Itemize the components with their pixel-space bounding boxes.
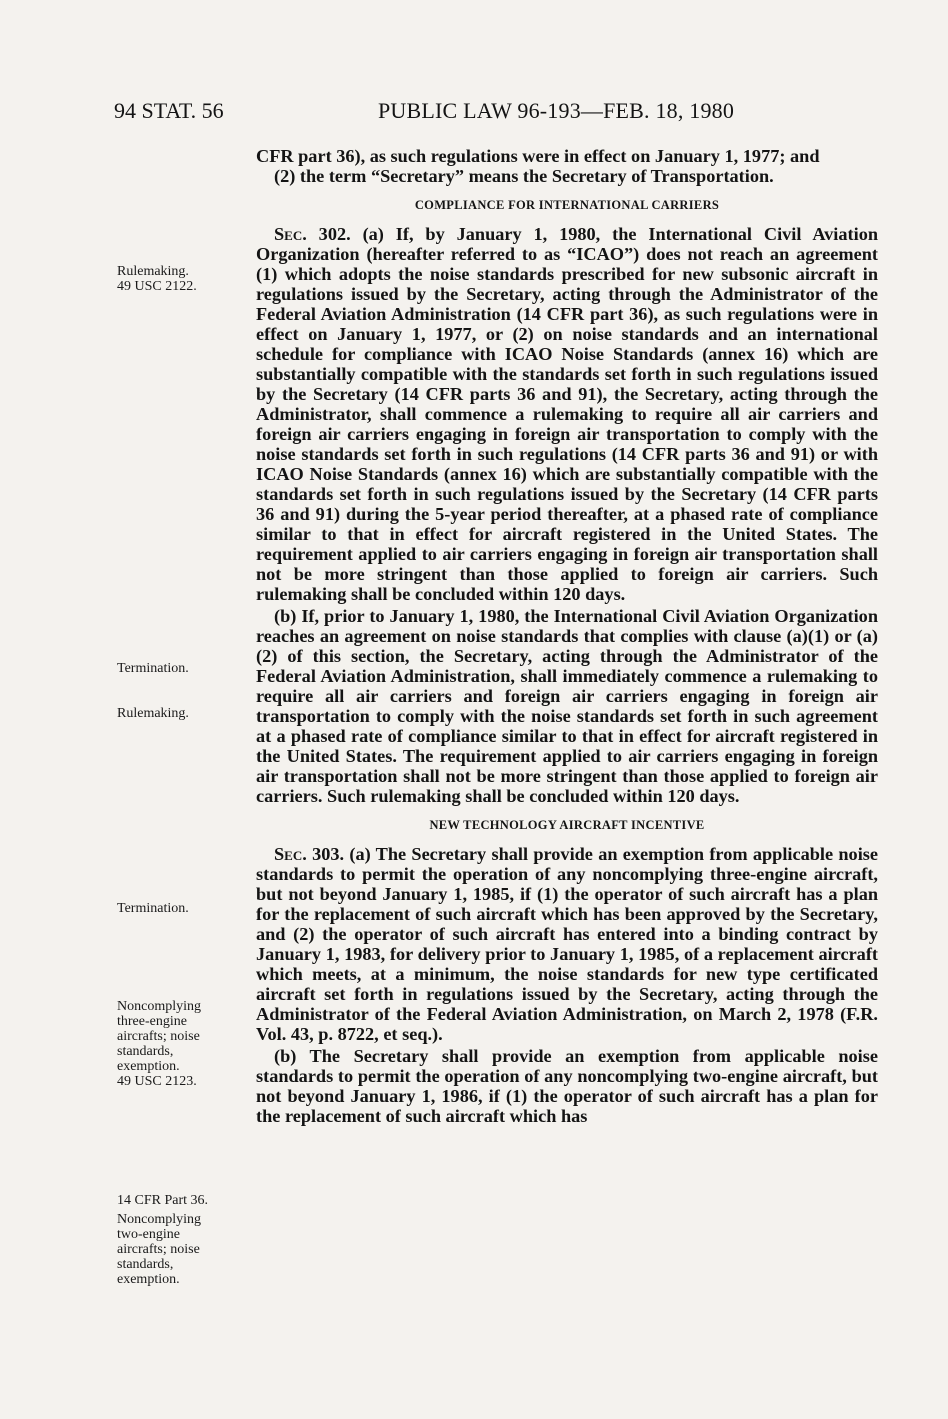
section-303-label: Sec. 303. xyxy=(274,844,345,864)
margin-note-termination-2: Termination. xyxy=(117,901,189,916)
section-302-a xyxy=(256,224,878,604)
margin-note-three-engine-text: Noncomplying three-engine aircrafts; noise standards, exemption. xyxy=(117,999,201,1074)
section-heading-incentive: NEW TECHNOLOGY AIRCRAFT INCENTIVE xyxy=(429,818,705,832)
margin-note-rulemaking-2: Rulemaking. xyxy=(117,706,189,721)
running-header-title: PUBLIC LAW 96-193—FEB. 18, 1980 xyxy=(378,98,735,123)
section-303-b: (b) The Secretary shall provide an exemption from applicable noise standards to permit the operation of any noncomplying two-engine aircraft, but not beyond January 1, 1986, if (1) the operator of such aircraft has a plan for the replacement of such aircraft which has xyxy=(256,1046,878,1126)
section-303-a-text: (a) The Secretary shall provide an exemption from applicable noise standards to permit the operation of any noncomplying three-engine aircraft, but not beyond January 1, 1985, if (1) the operator of such aircraft has a plan for the replacement of such aircraft which has been approved by the Secretary, and (2) the operator of such aircraft has entered into a binding contract by January 1, 1983, for delivery prior to January 1, 1985, of a replacement aircraft which meets, at a minimum, the noise standards for new type certificated aircraft set forth in regulations issued by the Secretary, acting through the Administrator of the Federal Aviation Administration, on March 2, 1978 (F.R. Vol. 43, p. 8722, et seq.). xyxy=(256,844,878,1044)
margin-note-termination: Termination. xyxy=(117,661,189,676)
continuation-paragraph: CFR part 36), as such regulations were in effect on January 1, 1977; and xyxy=(256,146,820,166)
margin-note-cfr-part-36: 14 CFR Part 36. xyxy=(117,1193,209,1208)
margin-note-two-engine: Noncomplying two-engine aircrafts; noise standards, exemption. xyxy=(117,1212,201,1287)
margin-note-usc-2122: 49 USC 2122. xyxy=(117,279,197,294)
definition-secretary: (2) the term “Secretary” means the Secretary of Transportation. xyxy=(274,166,774,186)
statute-body-text xyxy=(256,146,878,1126)
margin-note-rulemaking-text: Rulemaking. xyxy=(117,264,189,279)
margin-note-three-engine xyxy=(117,999,225,1089)
section-302-b: (b) If, prior to January 1, 1980, the International Civil Aviation Organization reaches an agreement on noise standards that complies with clause (a)(1) or (a)(2) of this section, the Secretary, acting through the Administrator of the Federal Aviation Administration, shall immediately commence a rulemaking to require all air carriers and foreign air carriers engaging in foreign air transportation to comply with the noise standards set forth in such agreement at a phased rate of compliance similar to that in effect for aircraft registered in the United States. The requirement applied to air carriers engaging in foreign air transportation shall not be more stringent than those applied to foreign air carriers. Such rulemaking shall be concluded within 120 days. xyxy=(256,606,878,806)
section-302-a-text: (a) If, by January 1, 1980, the International Civil Aviation Organization (hereafter referred to as “ICAO”) does not reach an agreement (1) which adopts the noise standards prescribed for new subsonic aircraft in regulations issued by the Secretary, acting through the Administrator of the Federal Aviation Administration (14 CFR part 36), as such regulations were in effect on January 1, 1977, or (2) on noise standards and an international schedule for compliance with ICAO Noise Standards (annex 16) which are substantially compatible with the standards set forth in such regulations issued by the Secretary (14 CFR parts 36 and 91), the Secretary, acting through the Administrator, shall commence a rulemaking to require all air carriers and foreign air carriers engaging in foreign air transportation to comply with the noise standards set forth in such regulations (14 CFR parts 36 and 91) or with ICAO Noise Standards (annex 16) which are substantially compatible with the standards set forth in such regulations issued by the Secretary (14 CFR parts 36 and 91) during the 5-year period thereafter, at a phased rate of compliance similar to that in effect for aircraft registered in the United States. The requirement applied to air carriers engaging in foreign air transportation shall not be more stringent than those applied to foreign air carriers. Such rulemaking shall be concluded within 120 days. xyxy=(256,224,879,604)
section-heading-compliance: COMPLIANCE FOR INTERNATIONAL CARRIERS xyxy=(414,198,720,212)
statute-page-reference: 94 STAT. 56 xyxy=(114,98,224,123)
margin-note-usc-2123: 49 USC 2123. xyxy=(117,1074,197,1089)
section-302-label: Sec. 302. xyxy=(274,224,351,244)
section-303-a xyxy=(256,844,878,1044)
margin-note-rulemaking xyxy=(117,264,245,294)
